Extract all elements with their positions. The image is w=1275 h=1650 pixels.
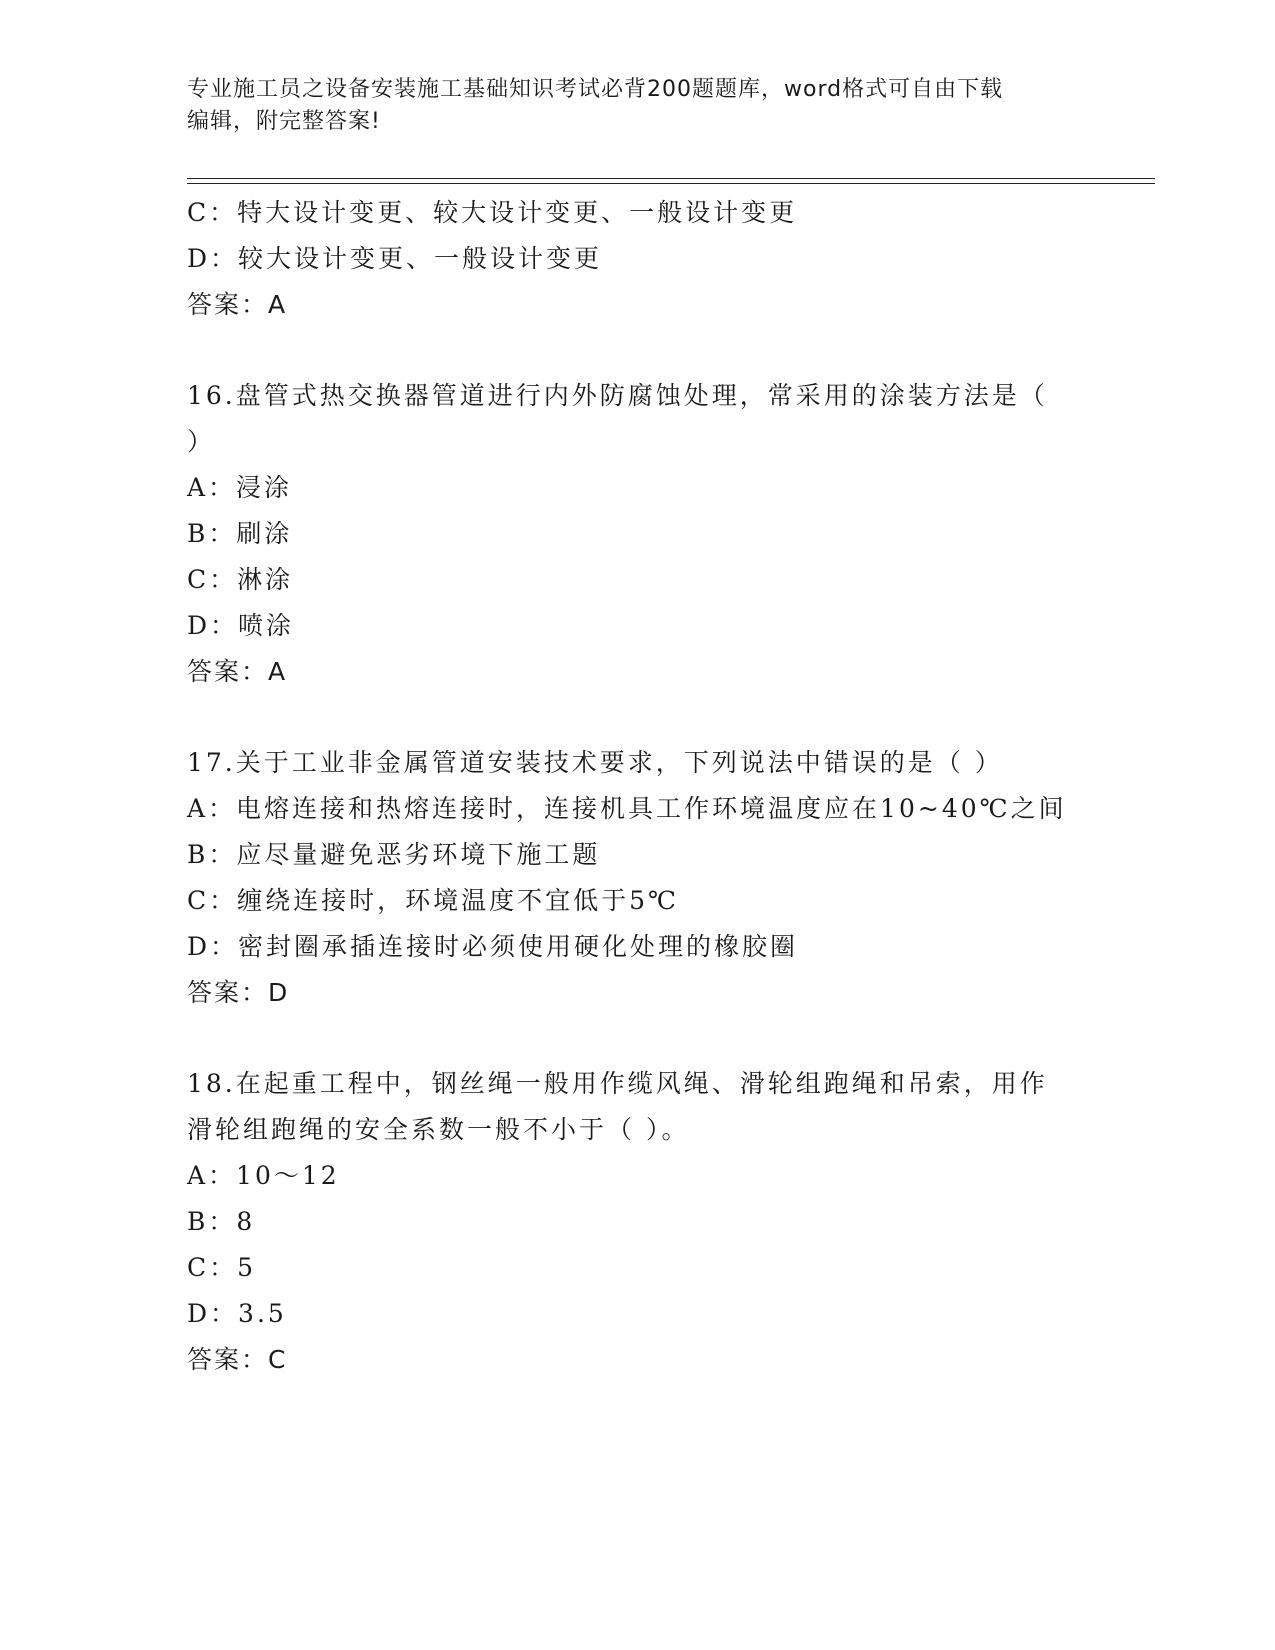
question-17 [187,740,1087,1016]
option-d: D：3.5 [187,1299,287,1328]
option-a: A：10～12 [187,1161,340,1190]
answer-line: 答案：A [187,657,288,686]
question-list [187,190,1087,1383]
option-c: C：特大设计变更、较大设计变更、一般设计变更 [187,198,798,227]
question-stem-line-2: ） [187,427,216,456]
option-c: C：缠绕连接时，环境温度不宜低于5℃ [187,886,680,915]
header-divider-bottom [187,183,1155,184]
option-b: B：应尽量避免恶劣环境下施工题 [187,840,601,869]
option-d: D：较大设计变更、一般设计变更 [187,244,603,273]
header-title-line-2: 编辑，附完整答案! [187,109,381,134]
answer-line: 答案：A [187,290,288,319]
option-a: A：电熔连接和热熔连接时，连接机具工作环境温度应在10~40℃之间 [187,794,1067,823]
question-stem-line-2: 滑轮组跑绳的安全系数一般不小于（ ）。 [187,1115,690,1144]
option-b: B：8 [187,1207,256,1236]
question-stem-line-1: 16.盘管式热交换器管道进行内外防腐蚀处理，常采用的涂装方法是（ [187,381,1048,410]
question-stem-line-1: 17.关于工业非金属管道安装技术要求，下列说法中错误的是（ ） [187,748,1003,777]
option-c: C：5 [187,1253,257,1282]
option-d: D：喷涂 [187,611,295,640]
answer-line: 答案：D [187,978,290,1007]
header-title-line-1: 专业施工员之设备安装施工基础知识考试必背200题题库，word格式可自由下载 [187,77,1004,102]
option-c: C：淋涂 [187,565,294,594]
question-stem-line-1: 18.在起重工程中，钢丝绳一般用作缆风绳、滑轮组跑绳和吊索，用作 [187,1069,1048,1098]
option-b: B：刷涂 [187,519,293,548]
document-header [187,74,1087,138]
question-15-continuation [187,190,1087,328]
option-a: A：浸涂 [187,473,293,502]
header-divider-top [187,178,1155,179]
answer-line: 答案：C [187,1345,288,1374]
question-16 [187,373,1087,695]
option-d: D：密封圈承插连接时必须使用硬化处理的橡胶圈 [187,932,799,961]
question-18 [187,1061,1087,1383]
